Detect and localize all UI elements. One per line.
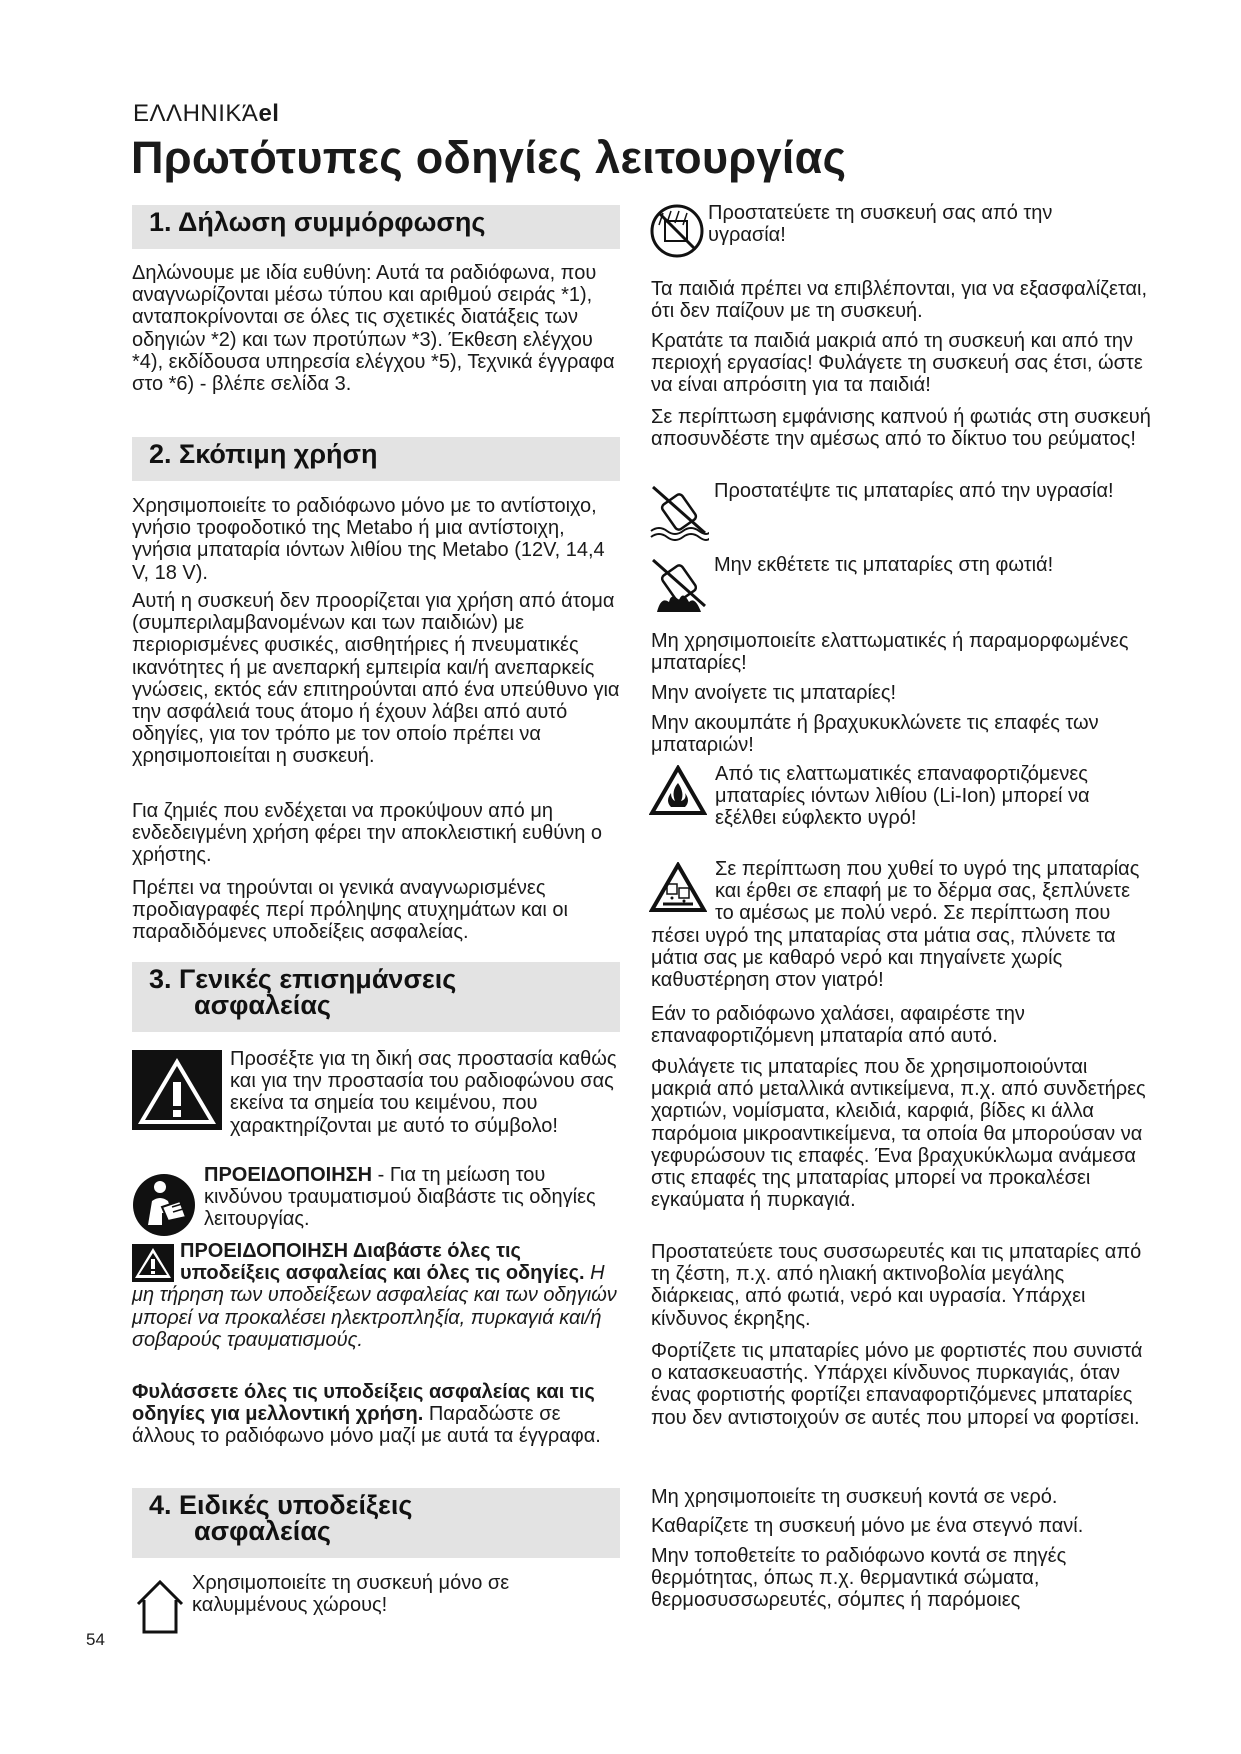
warning-read-all: ΠΡΟΕΙΔΟΠΟΙΗΣΗ Διαβάστε όλες τις υποδείξεις ασφαλείας και όλες τις οδηγίες. Η μη τήρηση των υποδείξεων ασφαλείας και των οδηγιών μπορεί να προκαλέσει ηλεκτροπληξία, πυρκαγιά και/ή σοβαρούς τραυματισμούς.: [132, 1240, 617, 1351]
section-1-heading: 1. Δήλωση συμμόρφωσης: [132, 205, 620, 249]
children-away: Κρατάτε τα παιδιά μακριά από τη συσκευή και από την περιοχή εργασίας! Φυλάγετε τη συσκευή σας έτσι, ώστε να είναι απρόσιτη για τα παιδιά!: [651, 330, 1143, 397]
section-3-heading: 3. Γενικές επισημάνσεις ασφαλείας: [132, 962, 620, 1032]
keep-instructions: Φυλάσσετε όλες τις υποδείξεις ασφαλείας και τις οδηγίες για μελλοντική χρήση. Παραδώστε σε άλλους το ραδιόφωνο μόνο μαζί με αυτά τα έγγραφα.: [132, 1381, 601, 1448]
section-2-paragraph-1: Χρησιμοποιείτε το ραδιόφωνο μόνο με το αντίστοιχο, γνήσιο τροφοδοτικό της Metabo ή μια αντίστοιχη, γνήσια μπαταρία ιόντων λιθίου της Metabo (12V, 14,4 V, 18 V).: [132, 495, 605, 584]
short-circuit-contacts: Μην ακουμπάτε ή βραχυκυκλώνετε τις επαφές των μπαταριών!: [651, 712, 1099, 757]
section-2-paragraph-3: Για ζημιές που ενδέχεται να προκύψουν από μη ενδεδειγμένη χρήση φέρει την αποκλειστική ευθύνη ο χρήστης.: [132, 800, 602, 867]
section-2-heading: 2. Σκόπιμη χρήση: [132, 437, 620, 481]
no-water-use: Μη χρησιμοποιείτε τη συσκευή κοντά σε νερό.: [651, 1486, 1058, 1508]
charger-warning-text: Φορτίζετε τις μπαταρίες μόνο με φορτιστές που συνιστά ο κατασκευαστής. Υπάρχει κίνδυνος πυρκαγιάς, όταν ένας φορτιστής φορτίζει επαναφορτιζόμενες μπαταρίες που δεν αντιστοιχούν σε αυτές που μπορεί να φορτίσει.: [651, 1340, 1143, 1429]
battery-fire-text: Μην εκθέτετε τις μπαταρίες στη φωτιά!: [714, 554, 1054, 576]
house-indoor-icon: [132, 1576, 188, 1636]
no-rain-icon: [649, 203, 705, 259]
section-4-heading: 4. Ειδικές υποδείξεις ασφαλείας: [132, 1488, 620, 1558]
warning-symbol-text: Προσέξτε για τη δική σας προστασία καθώς και για την προστασία του ραδιοφώνου σας εκείνα τα σημεία του κειμένου, που χαρακτηρίζονται με αυτό το σύμβολο!: [230, 1048, 617, 1137]
page-title: Πρωτότυπες οδηγίες λειτουργίας: [131, 132, 847, 183]
warning-read-manual: ΠΡΟΕΙΔΟΠΟΙΗΣΗ - Για τη μείωση του κινδύνου τραυματισμού διαβάστε τις οδηγίες λειτουργίας.: [204, 1164, 596, 1231]
section-1-text: Δηλώνουμε με ιδία ευθύνη: Αυτά τα ραδιόφωνα, που αναγνωρίζονται μέσω τύπου και αριθμού σειράς *1), ανταποκρίνονται σε όλες τις σχετικές διατάξεις των οδηγιών *2) και των προτύπων *3). Έκθεση ελέγχου *4), εκδίδουσα υπηρεσία ελέγχου *5), Τεχνικά έγγραφα στο *6) - βλέπε σελίδα 3.: [132, 262, 615, 396]
battery-no-fire-icon: [649, 556, 709, 614]
smoke-fire-unplug: Σε περίπτωση εμφάνισης καπνού ή φωτιάς στη συσκευή αποσυνδέστε την αμέσως από το δίκτυο του ρεύματος!: [651, 406, 1151, 451]
children-supervision: Τα παιδιά πρέπει να επιβλέπονται, για να εξασφαλίζεται, ότι δεν παίζουν με τη συσκευή.: [651, 278, 1148, 323]
section-2-paragraph-2: Αυτή η συσκευή δεν προορίζεται για χρήση από άτομα (συμπεριλαμβανομένων και των παιδιών) με περιορισμένες φυσικές, αισθητήριες ή πνευματικές ικανότητες ή με ανεπαρκή εμπειρία και/ή ανεπαρκείς γνώσεις, εκτός εάν επιτηρούνται από ένα υπεύθυνο για την ασφάλειά τους άτομο ή έχουν λάβει από αυτό οδηγίες, για τον τρόπο με τον οποίο πρέπει να χρησιμοποιείται η συσκευή.: [132, 590, 620, 768]
indoor-use-text: Χρησιμοποιείτε τη συσκευή μόνο σε καλυμμένους χώρους!: [192, 1572, 510, 1617]
flammable-liquid-text: Από τις ελαττωματικές επαναφορτιζόμενες μπαταρίες ιόντων λιθίου (Li-Ion) μπορεί να εξέλθει εύφλεκτο υγρό!: [715, 763, 1090, 830]
protect-moisture-text: Προστατεύετε τη συσκευή σας από την υγρασία!: [708, 202, 1053, 247]
heat-protection-text: Προστατεύετε τους συσσωρευτές και τις μπαταρίες από τη ζέστη, π.χ. από ηλιακή ακτινοβολία μεγάλης διάρκειας, από φωτιά, νερό και υγρασία. Υπάρχει κίνδυνος έκρηξης.: [651, 1241, 1142, 1330]
section-2-paragraph-4: Πρέπει να τηρούνται οι γενικά αναγνωρισμένες προδιαγραφές περί πρόληψης ατυχημάτων και οι παραδιδόμενες υποδείξεις ασφαλείας.: [132, 877, 568, 944]
dry-cloth-cleaning: Καθαρίζετε τη συσκευή μόνο με ένα στεγνό πανί.: [651, 1515, 1084, 1537]
do-not-open-batteries: Μην ανοίγετε τις μπαταρίες!: [651, 682, 897, 704]
battery-liquid-skin-eyes: Σε περίπτωση που χυθεί το υγρό της μπαταρίας και έρθει σε επαφή με το δέρμα σας, ξεπλύνετε το αμέσως με πολύ νερό. Σε περίπτωση που πέσει υγρό της μπαταρίας στα μάτια σας, πλύνετε τα μάτια σας με καθαρό νερό και πηγαίνετε χωρίς καθυστέρηση στον γιατρό!: [651, 858, 1140, 992]
language-label: ΕΛΛΗΝΙΚΆel: [133, 100, 280, 127]
battery-moisture-text: Προστατέψτε τις μπαταρίες από την υγρασία!: [714, 480, 1114, 502]
metal-objects-warning: Φυλάγετε τις μπαταρίες που δε χρησιμοποιούνται μακριά από μεταλλικά αντικείμενα, π.χ. από συνδετήρες χαρτιών, νομίσματα, κλειδιά, καρφιά, βίδες κι άλλα παρόμοια μικροαντικείμενα, τα οποία θα μπορούσαν να γεφυρώσουν τις επαφές. Ένα βραχυκύκλωμα ανάμεσα στις επαφές της μπαταρίας μπορεί να προκαλέσει εγκαύματα ή πυρκαγιά.: [651, 1056, 1146, 1212]
heat-sources-text: Μην τοποθετείτε το ραδιόφωνο κοντά σε πηγές θερμότητας, όπως π.χ. θερμαντικά σώματα, θερμοσυσσωρευτές, σόμπες ή παρόμοιες: [651, 1545, 1067, 1612]
battery-no-water-icon: [649, 483, 709, 541]
remove-battery-text: Εάν το ραδιόφωνο χαλάσει, αφαιρέστε την επαναφορτιζόμενη μπαταρία από αυτό.: [651, 1003, 1025, 1048]
page-number: 54: [86, 1630, 105, 1649]
defective-batteries: Μη χρησιμοποιείτε ελαττωματικές ή παραμορφωμένες μπαταρίες!: [651, 630, 1129, 675]
